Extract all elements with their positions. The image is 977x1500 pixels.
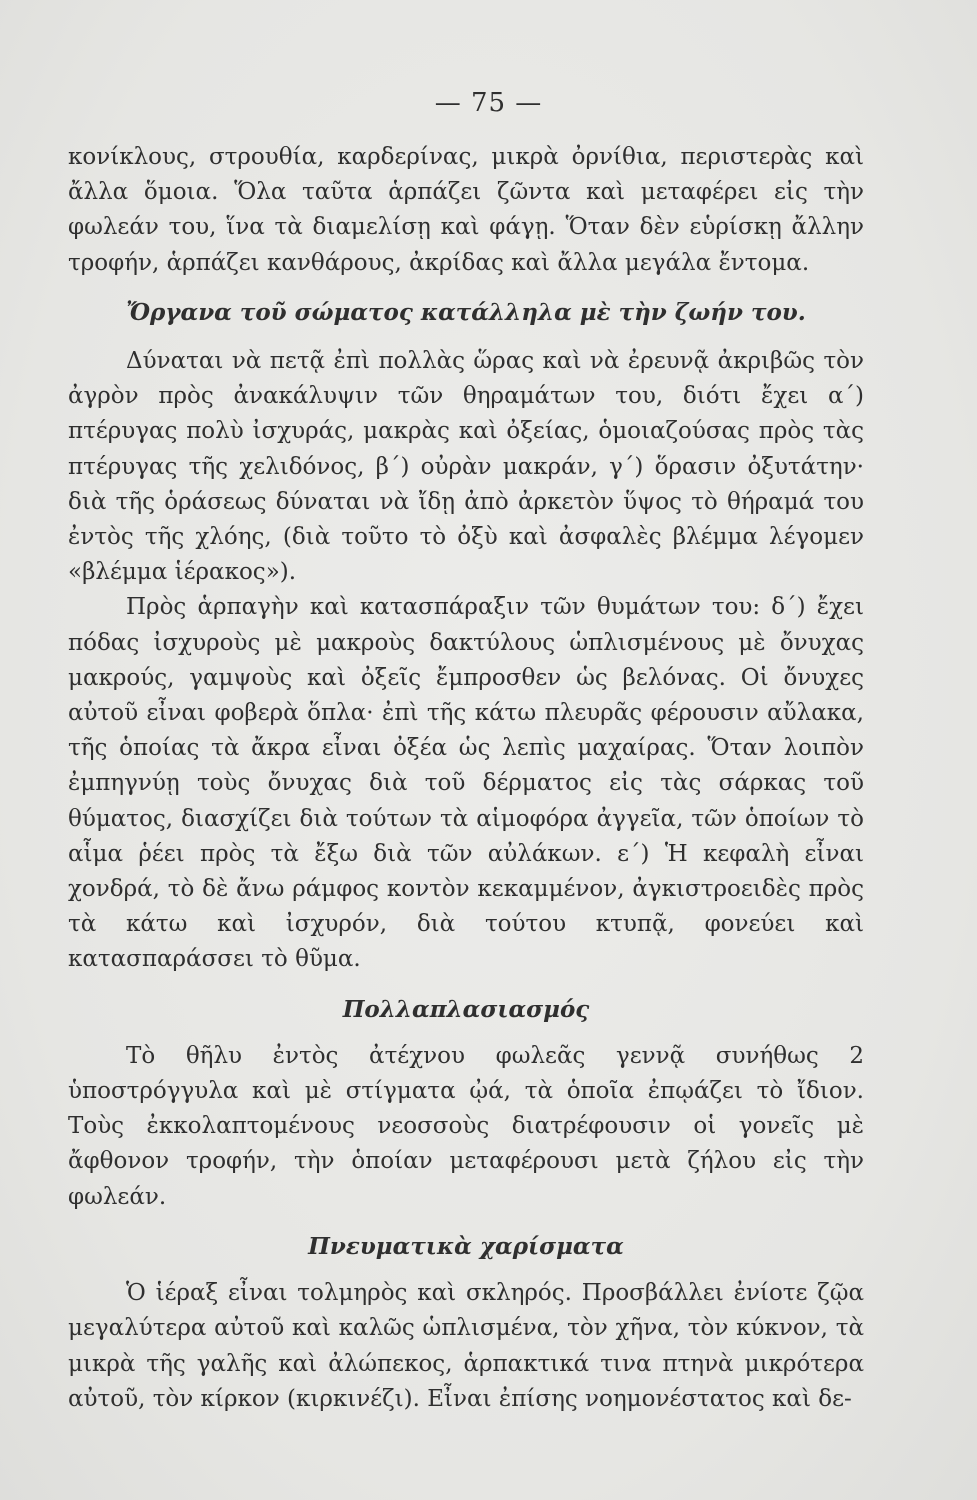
page-number: — 75 —: [434, 88, 543, 118]
paragraph-3: Πρὸς ἁρπαγὴν καὶ κατασπάραξιν τῶν θυμάτων του: δ΄) ἔχει πόδας ἰσχυροὺς μὲ μακροὺς δακτύλους ὡπλισμένους μὲ ὄνυχας μακρούς, γαμψοὺς καὶ ὀξεῖς ἔμπροσθεν ὡς βελόνας. Οἱ ὄνυχες αὐτοῦ εἶναι φοβερὰ ὅπλα· ἐπὶ τῆς κάτω πλευρᾶς φέρουσιν αὔλακα, τῆς ὁποίας τὰ ἄκρα εἶναι ὀξέα ὡς λεπὶς μαχαίρας. Ὅταν λοιπὸν ἐμπηγνύῃ τοὺς ὄνυχας διὰ τοῦ δέρματος εἰς τὰς σάρκας τοῦ θύματος, διασχίζει διὰ τούτων τὰ αἱμοφόρα ἀγγεῖα, τῶν ὁποίων τὸ αἷμα ῥέει πρὸς τὰ ἔξω διὰ τῶν αὐλάκων. ε΄) Ἡ κεφαλὴ εἶναι χονδρά, τὸ δὲ ἄνω ράμφος κοντὸν κεκαμμένον, ἀγκιστροειδὲς πρὸς τὰ κάτω καὶ ἰσχυρόν, διὰ τούτου κτυπᾷ, φονεύει καὶ κατασπαράσσει τὸ θῦμα.: [68, 594, 864, 973]
page-body: [68, 140, 864, 1417]
paragraph-2: Δύναται νὰ πετᾷ ἐπὶ πολλὰς ὥρας καὶ νὰ ἐρευνᾷ ἀκριβῶς τὸν ἀγρὸν πρὸς ἀνακάλυψιν τῶν θηραμάτων του, διότι ἔχει α΄) πτέρυγας πολὺ ἰσχυράς, μακρὰς καὶ ὀξείας, ὁμοιαζούσας πρὸς τὰς πτέρυγας τῆς χελιδόνος, β΄) οὐρὰν μακράν, γ΄) ὅρασιν ὀξυτάτην· διὰ τῆς ὁράσεως δύναται νὰ ἴδῃ ἀπὸ ἀρκετὸν ὕψος τὸ θήραμά του ἐντὸς τῆς χλόης, (διὰ τοῦτο τὸ ὀξὺ καὶ ἀσφαλὲς βλέμμα λέγομεν «βλέμμα ἱέρακος»).: [68, 348, 864, 586]
paragraph-1: κονίκλους, στρουθία, καρδερίνας, μικρὰ ὀρνίθια, περιστερὰς καὶ ἄλλα ὅμοια. Ὅλα ταῦτα ἁρπάζει ζῶντα καὶ μεταφέρει εἰς τὴν φωλεάν του, ἵνα τὰ διαμελίσῃ καὶ φάγῃ. Ὅταν δὲν εὑρίσκῃ ἄλλην τροφήν, ἁρπάζει κανθάρους, ἀκρίδας καὶ ἄλλα μεγάλα ἔντομα.: [68, 144, 864, 276]
paragraph-5: Ὁ ἱέραξ εἶναι τολμηρὸς καὶ σκληρός. Προσβάλλει ἐνίοτε ζῷα μεγαλύτερα αὐτοῦ καὶ καλῶς ὡπλισμένα, τὸν χῆνα, τὸν κύκνον, τὰ μικρὰ τῆς γαλῆς καὶ ἀλώπεκος, ἁρπακτικά τινα πτηνὰ μικρότερα αὐτοῦ, τὸν κίρκον (κιρκινέζι). Εἶναι ἐπίσης νοημονέστατος καὶ δε-: [68, 1280, 864, 1412]
section-heading-reproduction: Πολλαπλασιασμός: [342, 995, 590, 1023]
section-heading-organs: Ὄργανα τοῦ σώματος κατάλληλα μὲ τὴν ζωήν του.: [126, 298, 806, 326]
paragraph-4: Τὸ θῆλυ ἐντὸς ἀτέχνου φωλεᾶς γεννᾷ συνήθως 2 ὑποστρόγγυλα καὶ μὲ στίγματα ᾠά, τὰ ὁποῖα ἐπῳάζει τὸ ἴδιον. Τοὺς ἐκκολαπτομένους νεοσσοὺς διατρέφουσιν οἱ γονεῖς μὲ ἄφθονον τροφήν, τὴν ὁποίαν μεταφέρουσι μετὰ ζήλου εἰς τὴν φωλεάν.: [68, 1042, 864, 1210]
section-heading-mental-gifts: Πνευματικὰ χαρίσματα: [308, 1232, 624, 1260]
